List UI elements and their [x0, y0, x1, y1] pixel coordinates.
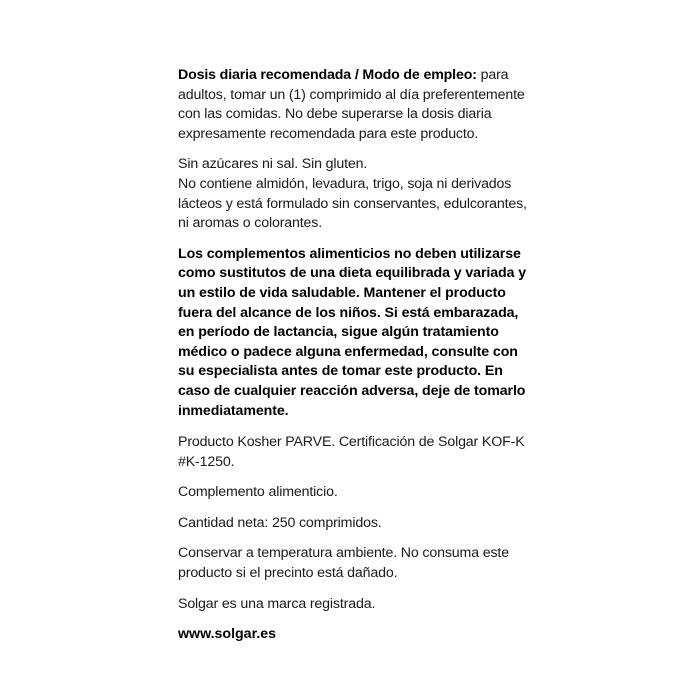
- storage-instructions: Conservar a temperatura ambiente. No consuma este producto si el precinto está dañado.: [178, 545, 509, 582]
- dosage-heading: Dosis diaria recomendada / Modo de empleo:: [178, 67, 477, 83]
- dosage-text: para adultos, tomar un (1) comprimido al día preferentemente con las comidas. No debe superarse la dosis diaria expresamente recomendada para este producto.: [178, 67, 525, 142]
- dosage-paragraph: [178, 66, 536, 144]
- trademark-notice: Solgar es una marca registrada.: [178, 595, 376, 612]
- net-quantity: Cantidad neta: 250 comprimidos.: [178, 514, 382, 531]
- kosher-certification: Producto Kosher PARVE. Certificación de Solgar KOF-K #K-1250.: [178, 434, 525, 470]
- free-from-line-1: Sin azúcares ni sal. Sin gluten.: [178, 156, 368, 173]
- warning-paragraph: Los complementos alimenticios no deben utilizarse como sustitutos de una dieta equilibrada y variada y un estilo de vida saludable. Mantener el producto fuera del alcance de los niños. Si está embarazada, en período de lactancia, sigue algún tratamiento médico o padece alguna enfermedad, consulte con su especialista antes de tomar este producto. En caso de cualquier reacción adversa, deje de tomarlo inmediatamente.: [178, 245, 527, 419]
- supplement-statement: Complemento alimenticio.: [178, 484, 338, 501]
- free-from-line-2: No contiene almidón, levadura, trigo, soja ni derivados lácteos y está formulado sin conservantes, edulcorantes, ni aromas o colorantes.: [178, 175, 527, 232]
- product-label-panel: [178, 66, 536, 645]
- website-link[interactable]: www.solgar.es: [178, 626, 277, 643]
